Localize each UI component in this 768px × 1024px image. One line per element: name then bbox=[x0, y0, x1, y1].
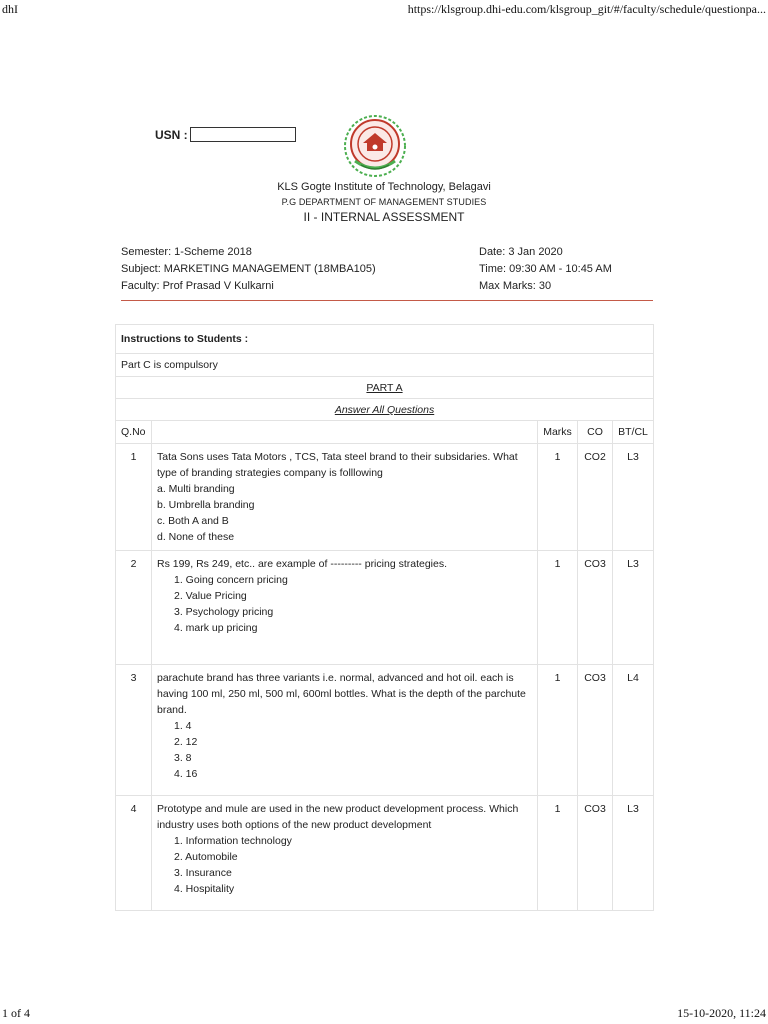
usn-label: USN : bbox=[155, 128, 188, 142]
question-table bbox=[115, 324, 654, 911]
question-number: 4 bbox=[130, 803, 137, 815]
print-header-url: https://klsgroup.dhi-edu.com/klsgroup_git/#/faculty/schedule/questionpa... bbox=[407, 2, 766, 16]
exam-meta-left bbox=[121, 244, 376, 295]
question-option: 3. Insurance bbox=[174, 867, 232, 879]
question-co: CO3 bbox=[584, 803, 606, 815]
semester: Semester: 1-Scheme 2018 bbox=[121, 246, 252, 258]
question-text: Tata Sons uses Tata Motors , TCS, Tata steel brand to their subsidaries. What type of branding strategies company is folllowing bbox=[157, 451, 518, 479]
question-co: CO3 bbox=[584, 558, 606, 570]
print-header bbox=[0, 2, 768, 18]
question-option: 4. mark up pricing bbox=[174, 622, 258, 634]
question-option: 1. Going concern pricing bbox=[174, 574, 288, 586]
exam-date: Date: 3 Jan 2020 bbox=[479, 246, 563, 258]
exam-title: II - INTERNAL ASSESSMENT bbox=[303, 210, 465, 224]
question-option: a. Multi branding bbox=[157, 483, 235, 495]
question-option: 3. Psychology pricing bbox=[174, 606, 274, 618]
table-row bbox=[116, 665, 654, 796]
faculty: Faculty: Prof Prasad V Kulkarni bbox=[121, 280, 274, 292]
header-marks: Marks bbox=[543, 426, 572, 438]
table-row bbox=[116, 551, 654, 665]
question-body bbox=[152, 551, 537, 641]
part-a-title: PART A bbox=[366, 382, 403, 394]
print-header-title: dhI bbox=[2, 2, 18, 16]
instructions-title: Instructions to Students : bbox=[121, 333, 249, 345]
question-option: b. Umbrella branding bbox=[157, 499, 255, 511]
question-option: 1. Information technology bbox=[174, 835, 292, 847]
question-option: 2. Automobile bbox=[174, 851, 238, 863]
question-btcl: L3 bbox=[627, 558, 639, 570]
question-text: Rs 199, Rs 249, etc.. are example of --------- pricing strategies. bbox=[157, 558, 448, 570]
question-text: parachute brand has three variants i.e. normal, advanced and hot oil. each is having 100 ml, 250 ml, 500 ml, 600ml bottles. What is the depth of the parchute brand. bbox=[157, 672, 526, 716]
subject: Subject: MARKETING MANAGEMENT (18MBA105) bbox=[121, 263, 376, 275]
question-btcl: L3 bbox=[627, 803, 639, 815]
question-number: 1 bbox=[130, 451, 137, 463]
question-option: 2. Value Pricing bbox=[174, 590, 247, 602]
usn-input-box bbox=[190, 127, 296, 142]
table-row bbox=[116, 796, 654, 911]
instructions-text-row bbox=[116, 354, 654, 377]
part-a-subtitle-row bbox=[116, 399, 654, 421]
question-co: CO3 bbox=[584, 672, 606, 684]
question-option: 2. 12 bbox=[174, 736, 198, 748]
table-row bbox=[116, 444, 654, 551]
question-btcl: L3 bbox=[627, 451, 639, 463]
question-marks: 1 bbox=[554, 803, 561, 815]
institute-logo-icon bbox=[341, 113, 409, 181]
header-co: CO bbox=[587, 426, 603, 438]
question-marks: 1 bbox=[554, 558, 561, 570]
header-divider bbox=[121, 300, 653, 301]
part-a-title-row bbox=[116, 377, 654, 399]
header-question bbox=[152, 421, 537, 431]
table-header-row bbox=[116, 421, 654, 444]
question-text: Prototype and mule are used in the new product development process. Which industry uses both options of the new product development bbox=[157, 803, 519, 831]
department-name: P.G DEPARTMENT OF MANAGEMENT STUDIES bbox=[281, 197, 487, 207]
exam-time: Time: 09:30 AM - 10:45 AM bbox=[479, 263, 612, 275]
question-option: 4. Hospitality bbox=[174, 883, 235, 895]
question-option: 4. 16 bbox=[174, 768, 198, 780]
question-number: 3 bbox=[130, 672, 137, 684]
question-body bbox=[152, 444, 537, 550]
header-qno: Q.No bbox=[121, 426, 146, 438]
header-btcl: BT/CL bbox=[618, 426, 648, 438]
max-marks: Max Marks: 30 bbox=[479, 280, 552, 292]
question-marks: 1 bbox=[554, 451, 561, 463]
question-co: CO2 bbox=[584, 451, 606, 463]
print-footer-datetime: 15-10-2020, 11:24 bbox=[677, 1006, 766, 1020]
question-option: d. None of these bbox=[157, 531, 235, 543]
question-option: c. Both A and B bbox=[157, 515, 229, 527]
question-marks: 1 bbox=[554, 672, 561, 684]
question-number: 2 bbox=[130, 558, 137, 570]
question-btcl: L4 bbox=[627, 672, 639, 684]
question-option: 3. 8 bbox=[174, 752, 192, 764]
question-body bbox=[152, 796, 537, 902]
exam-meta-right bbox=[479, 244, 612, 295]
instructions-text: Part C is compulsory bbox=[121, 359, 218, 371]
question-option: 1. 4 bbox=[174, 720, 192, 732]
institute-name: KLS Gogte Institute of Technology, Belagavi bbox=[277, 181, 491, 193]
question-body bbox=[152, 665, 537, 787]
print-footer bbox=[0, 1006, 768, 1022]
instructions-title-row bbox=[116, 325, 654, 354]
print-footer-page: 1 of 4 bbox=[2, 1006, 30, 1020]
part-a-subtitle: Answer All Questions bbox=[334, 404, 435, 416]
